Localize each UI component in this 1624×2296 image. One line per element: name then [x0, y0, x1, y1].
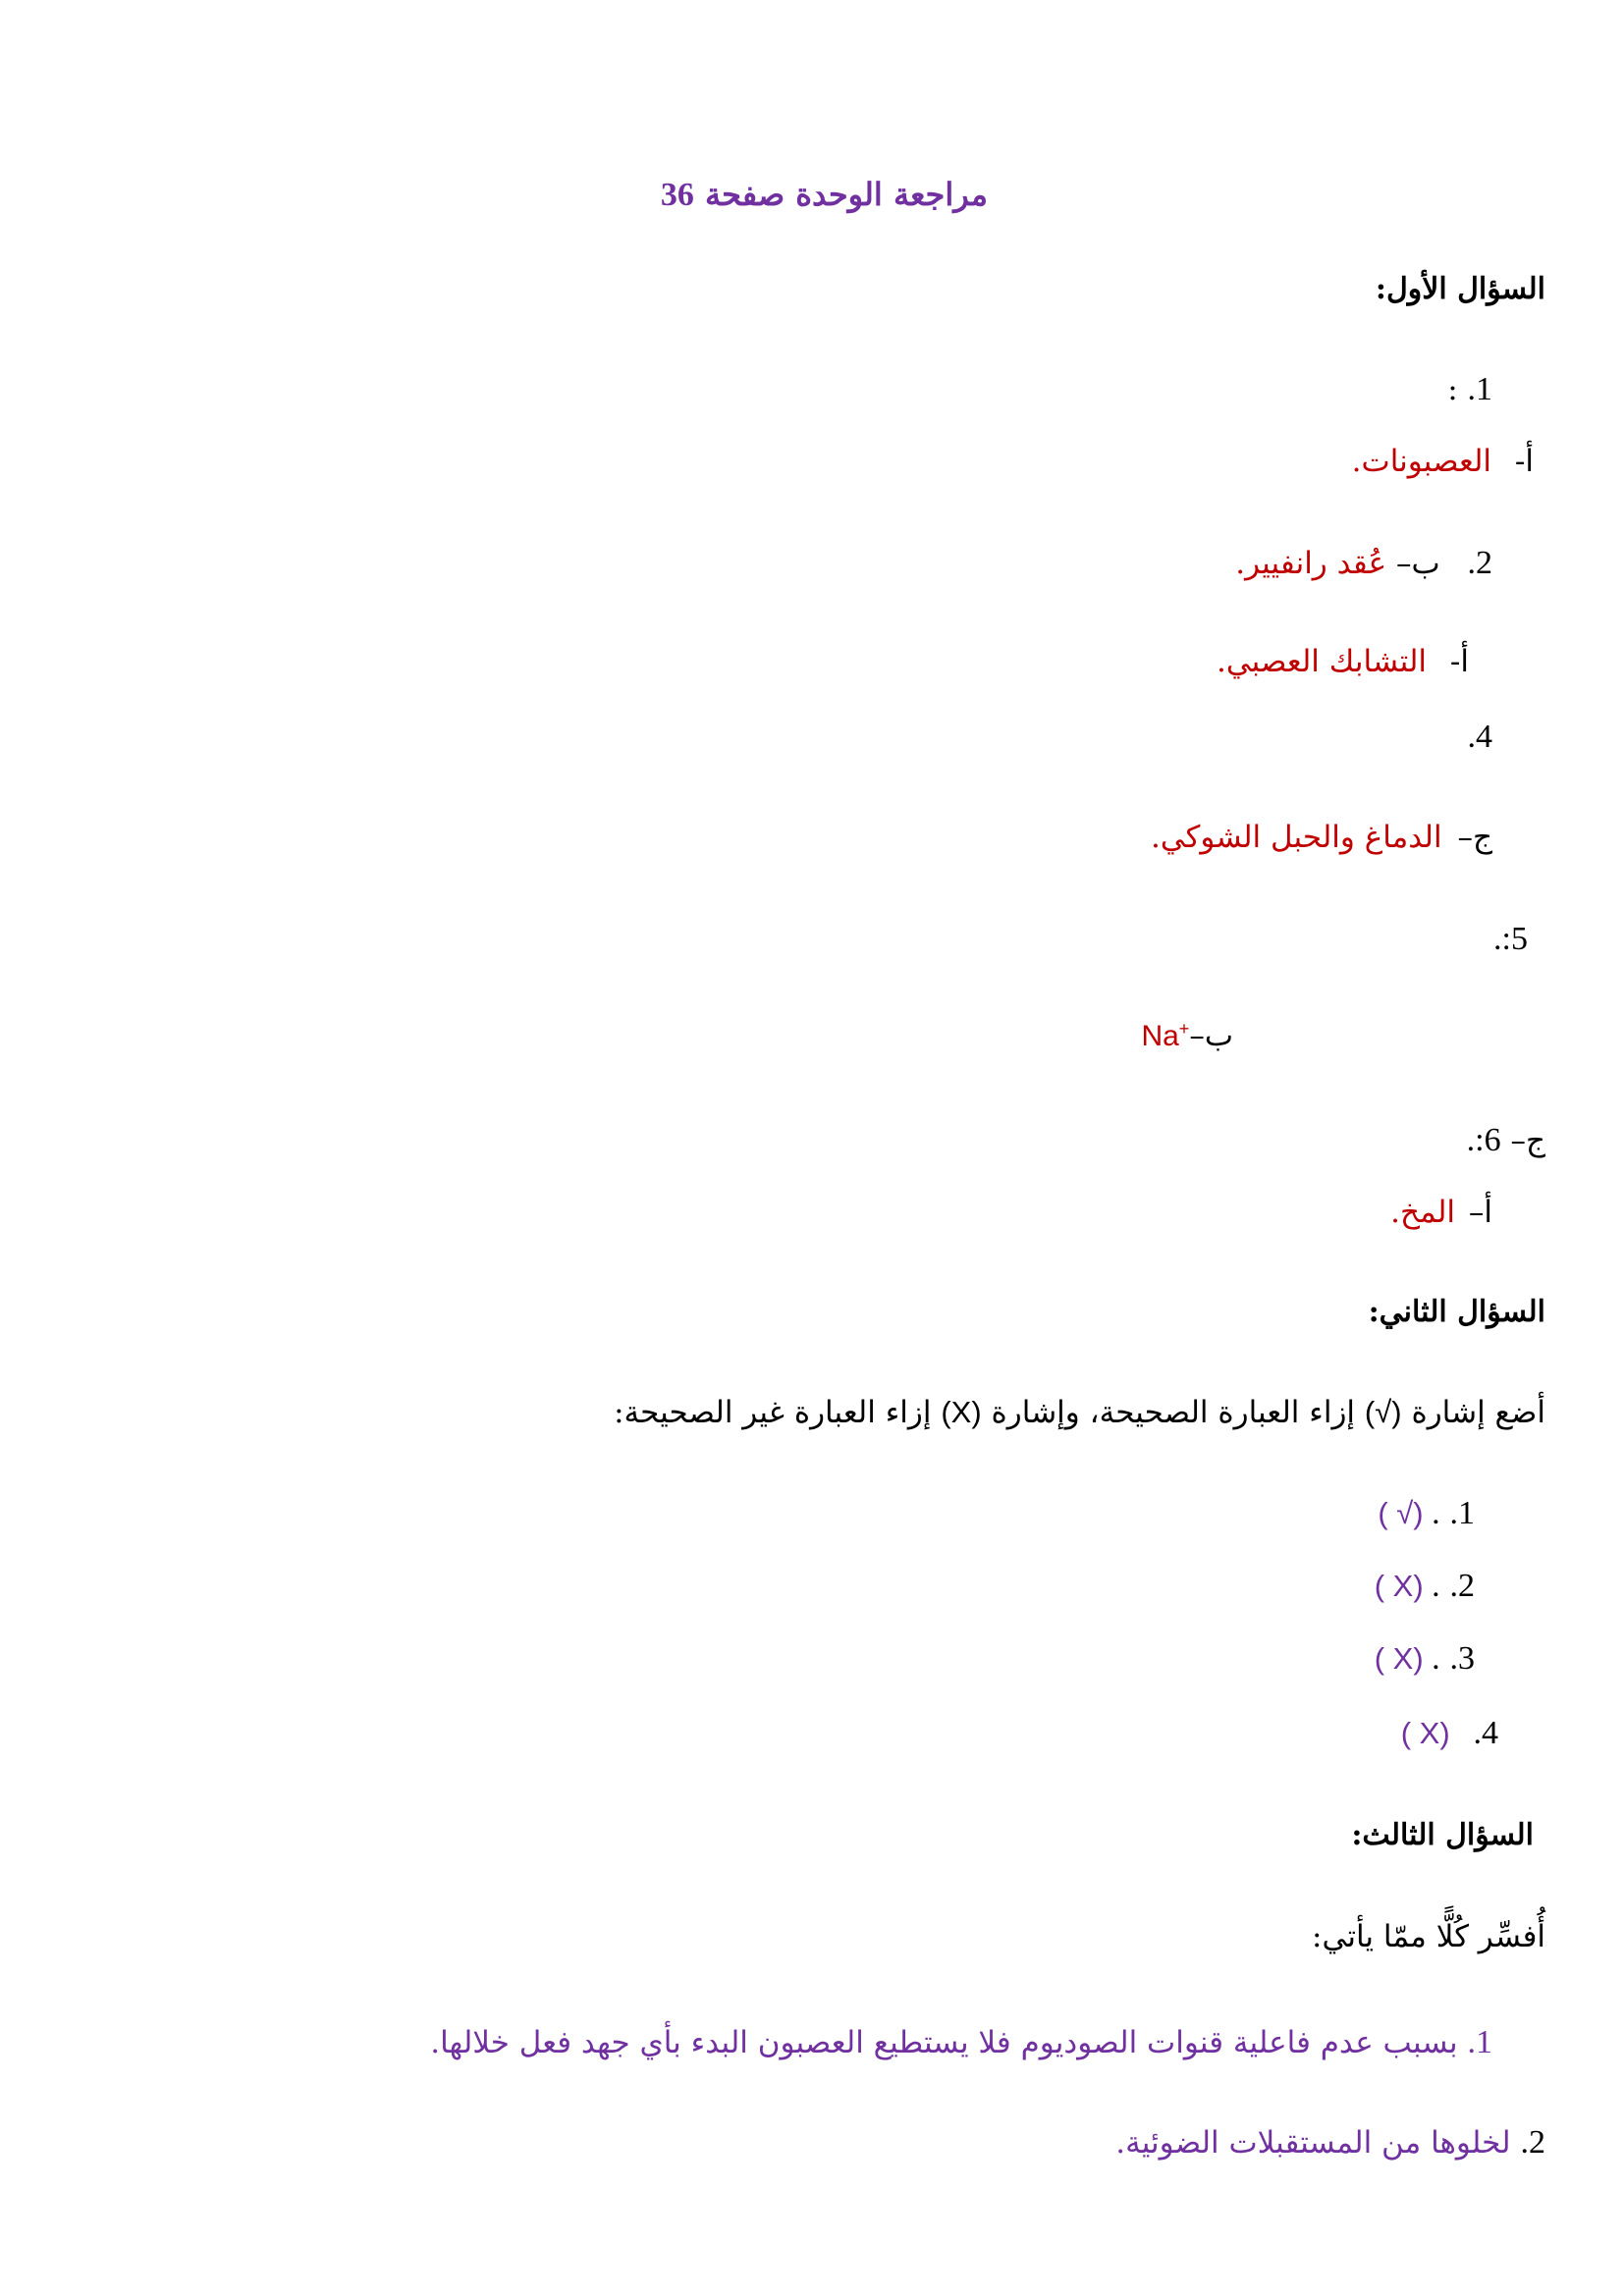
title-text: مراجعة الوحدة صفحة [704, 176, 988, 213]
q3-answer-1-text: بسبب عدم فاعلية قنوات الصوديوم فلا يستطيع العصبون البدء بأي جهد فعل خلالها. [430, 2025, 1458, 2060]
q2-answer-3 [1375, 1642, 1475, 1676]
q1-item-6a-answer: المخ. [1390, 1195, 1456, 1230]
q1-item-2-letter: ب– [1395, 546, 1440, 581]
q2-answer-2-dots: . [1423, 1568, 1440, 1604]
q3-answer-1 [430, 2026, 1492, 2059]
q2-answer-2-mark: ( X) [1374, 1569, 1424, 1603]
q1-item-1a [1351, 444, 1534, 479]
q1-item-2-number: 2. [1467, 545, 1492, 581]
q1-item-5b-letter: ب– [1189, 1018, 1233, 1053]
q1-item-4 [1468, 721, 1493, 754]
q2-answer-3-number: 3. [1449, 1640, 1475, 1677]
q1-item-1-number: 1. [1467, 371, 1492, 407]
q1-item-4c-answer: الدماغ والحبل الشوكي. [1150, 820, 1442, 855]
q1-item-3a-answer: التشابك العصبي. [1216, 644, 1428, 679]
q2-instruction-end: إزاء العبارة غير الصحيحة: [614, 1395, 932, 1430]
q1-item-6-mark: :. [1466, 1122, 1485, 1158]
q1-item-4c-letter: ج– [1457, 820, 1492, 855]
q3-heading: السؤال الثالث: [1351, 1818, 1534, 1852]
ion-symbol: Na [1141, 1020, 1179, 1052]
q1-item-1-mark: : [1447, 372, 1458, 407]
q1-heading: السؤال الأول: [1375, 272, 1545, 306]
q1-item-6-number: 6 [1484, 1122, 1501, 1158]
q1-item-5b [1141, 1018, 1233, 1053]
q2-answer-1-number: 1. [1449, 1495, 1475, 1531]
q1-item-5-number: 5 [1511, 921, 1528, 957]
q3-answer-2 [1115, 2126, 1545, 2160]
q2-answer-3-mark: ( X) [1374, 1641, 1424, 1676]
q1-item-6a [1390, 1195, 1492, 1230]
title-page-number: 36 [660, 177, 694, 213]
q2-answer-4 [1401, 1717, 1498, 1750]
ion-charge: + [1178, 1019, 1190, 1039]
q2-heading: السؤال الثاني: [1368, 1295, 1545, 1329]
q2-answer-3-dots: . [1423, 1640, 1440, 1677]
q1-item-2-answer: عُقد رانفيير. [1235, 546, 1387, 581]
q1-item-1 [1447, 373, 1492, 406]
q3-answer-2-number: 2. [1520, 2124, 1545, 2161]
q1-item-5b-ion [1141, 1020, 1189, 1052]
q2-instruction-start: أضع إشارة [1411, 1395, 1545, 1430]
q1-item-6-letter: ج– [1510, 1123, 1545, 1158]
q2-answer-1 [1378, 1497, 1475, 1530]
q1-item-1a-letter: أ- [1514, 444, 1534, 479]
q2-answer-4-mark: ( X) [1400, 1716, 1450, 1750]
q1-item-4c [1150, 820, 1492, 855]
q1-item-2 [1235, 547, 1492, 580]
q1-item-5 [1493, 923, 1528, 956]
q1-item-3a [1216, 644, 1469, 679]
q2-instruction-mid: إزاء العبارة الصحيحة، وإشارة [991, 1395, 1356, 1430]
q2-answer-1-dots: . [1423, 1495, 1440, 1531]
q3-answer-1-number: 1. [1467, 2024, 1492, 2060]
q1-item-6a-letter: أ– [1468, 1195, 1492, 1230]
q1-item-4-number: 4. [1467, 719, 1492, 755]
q2-answer-2 [1375, 1570, 1475, 1603]
q2-answer-1-mark: ( √) [1378, 1496, 1424, 1530]
page-title [660, 176, 988, 213]
q3-instruction: أُفسِّر كُلًّا ممّا يأتي: [1312, 1919, 1545, 1954]
q1-item-5-mark: :. [1493, 921, 1511, 957]
q1-item-1a-answer: العصبونات. [1351, 444, 1492, 479]
q2-answer-2-number: 2. [1449, 1568, 1475, 1604]
cross-mark-symbol: (X) [941, 1395, 982, 1429]
q1-item-3a-letter: أ- [1449, 644, 1469, 679]
q1-item-6 [1467, 1124, 1545, 1157]
q3-answer-2-text: لخلوها من المستقبلات الضوئية. [1115, 2125, 1511, 2161]
q2-answer-4-number: 4. [1473, 1715, 1498, 1751]
q2-instruction [614, 1397, 1545, 1428]
check-mark-symbol: (√) [1364, 1395, 1402, 1429]
